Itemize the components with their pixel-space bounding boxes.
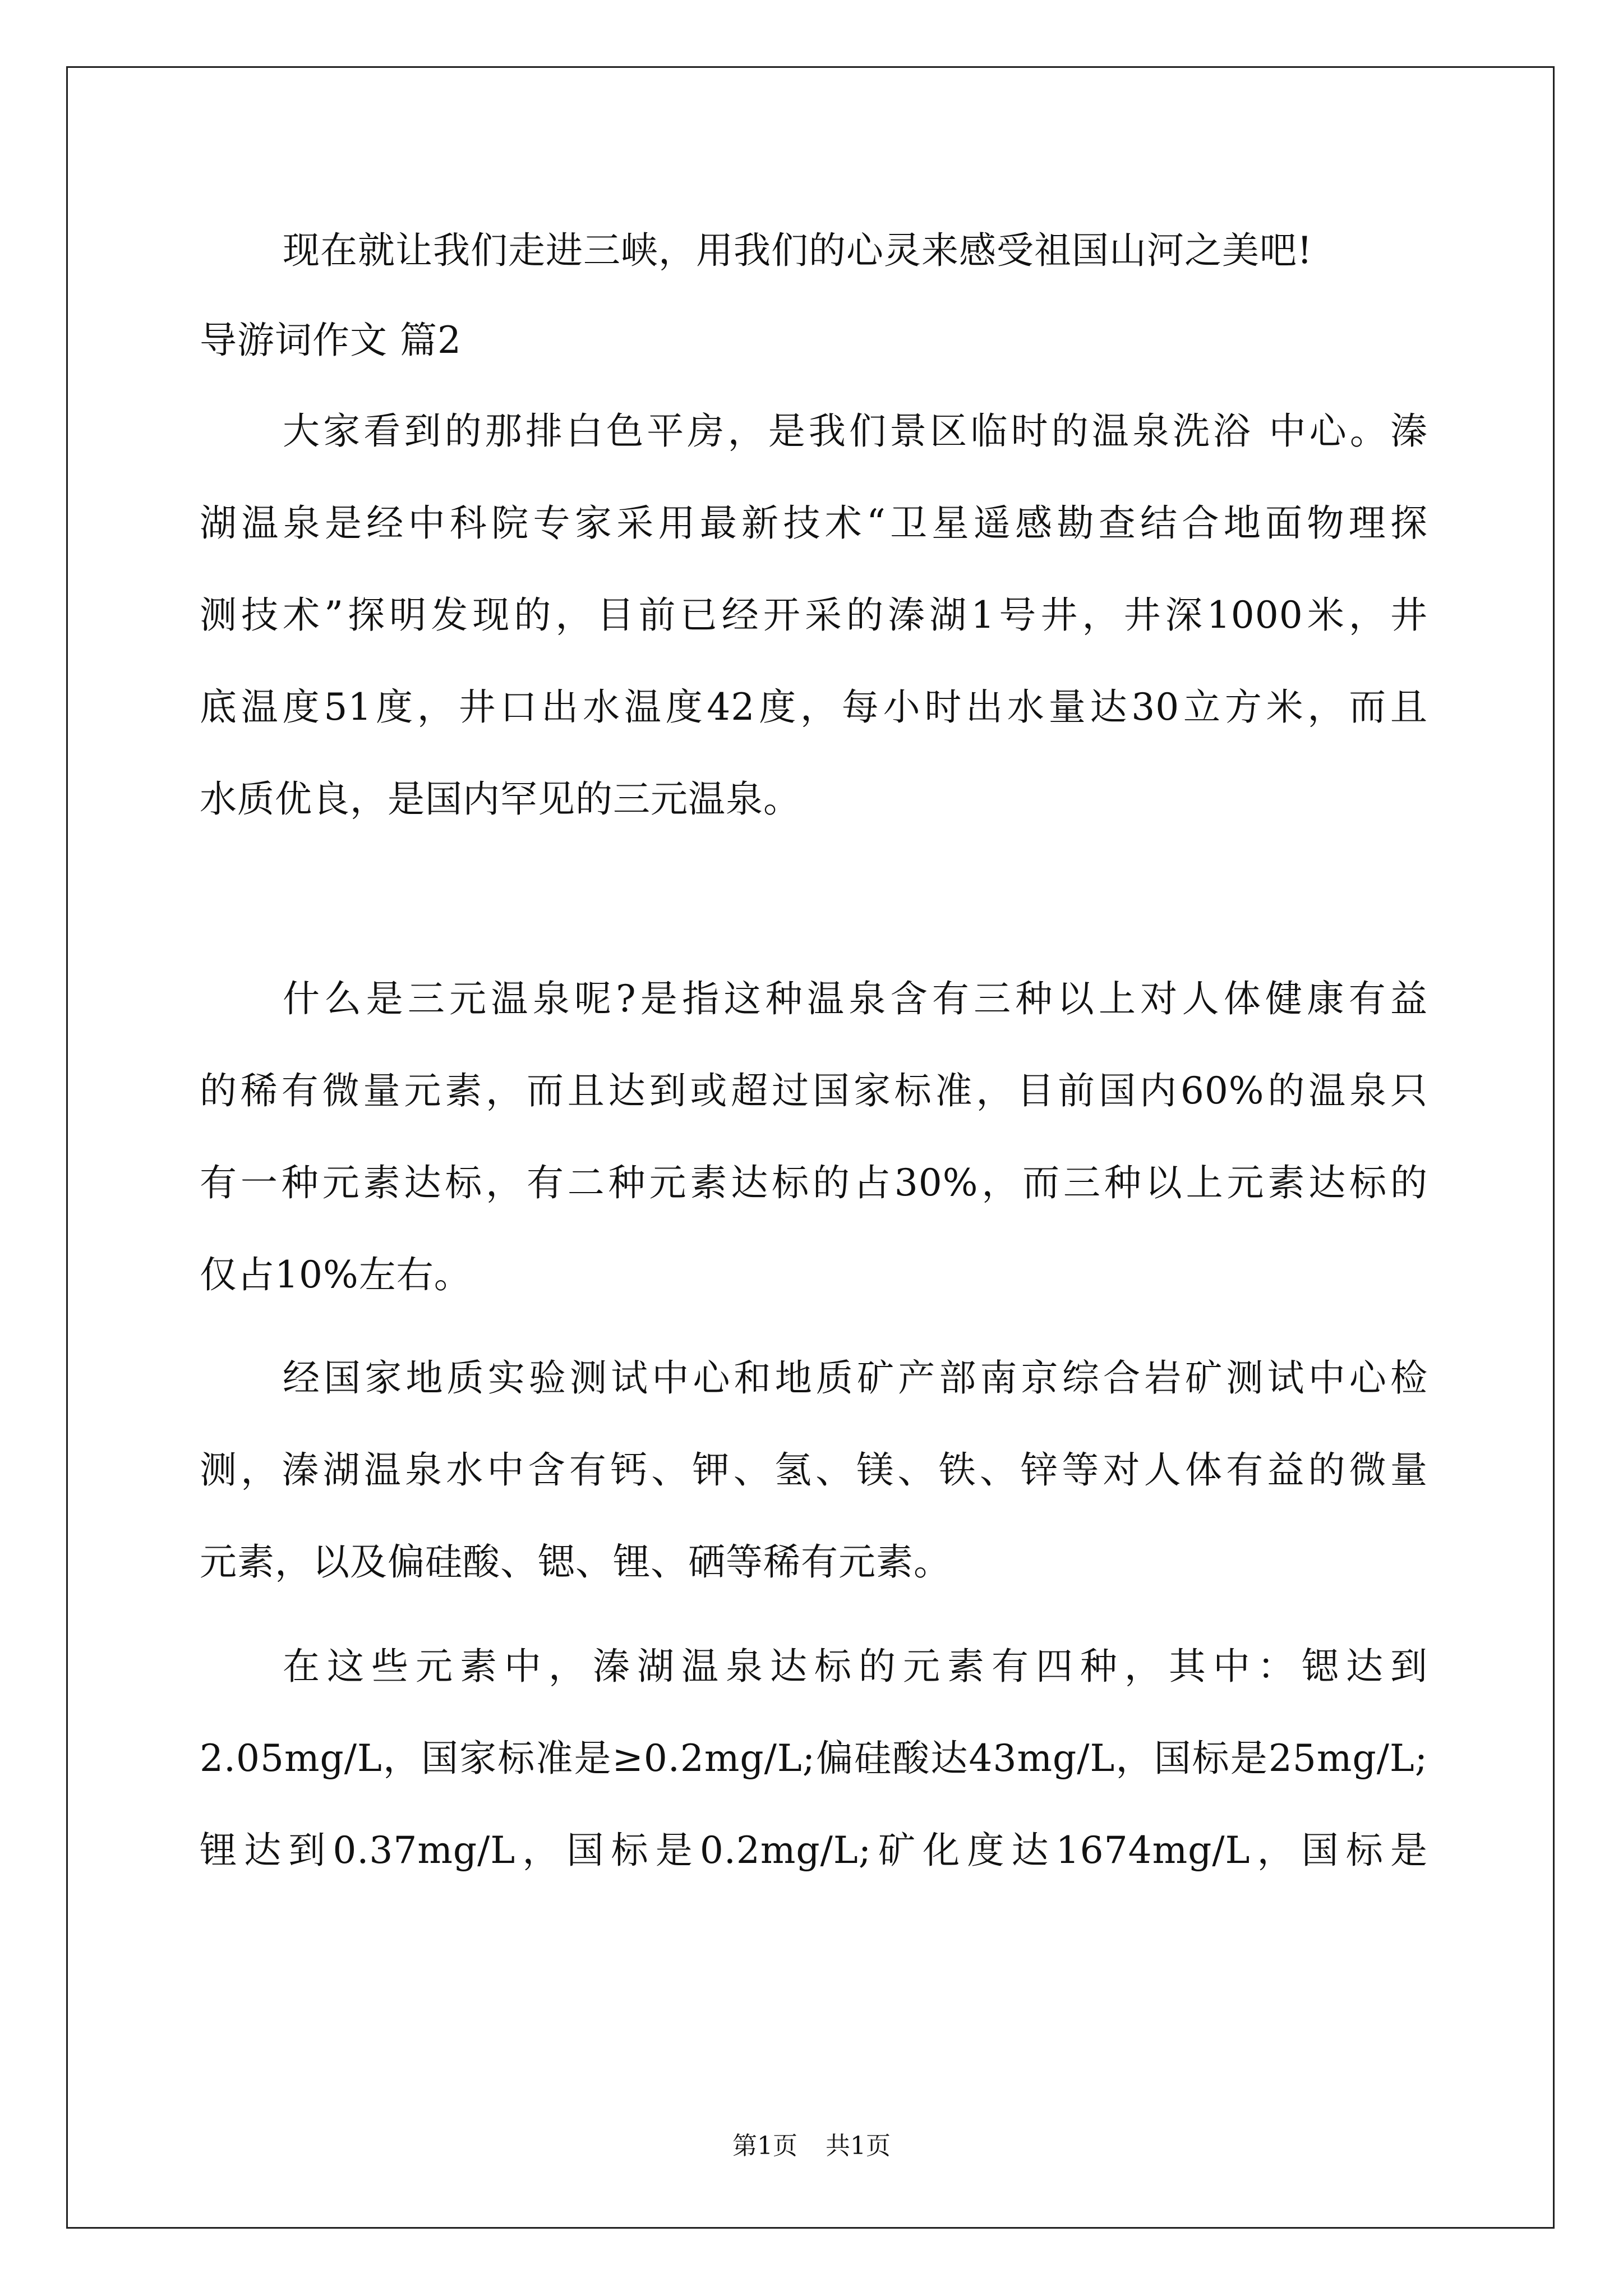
- page-border: [66, 66, 1555, 2229]
- paragraph-line: 经国家地质实验测试中心和地质矿产部南京综合岩矿测试中心检: [283, 1356, 1428, 1400]
- paragraph-line: 的稀有微量元素，而且达到或超过国家标准，目前国内60%的温泉只: [200, 1069, 1428, 1112]
- page-footer: [0, 2129, 1623, 2163]
- paragraph-line: 2.05mg/L，国家标准是≥0.2mg/L;偏硅酸达43mg/L，国标是25mg/L;: [200, 1737, 1428, 1780]
- paragraph-line: 有一种元素达标，有二种元素达标的占30%，而三种以上元素达标的: [200, 1161, 1428, 1204]
- paragraph-line: 大家看到的那排白色平房，是我们景区临时的温泉洗浴 中心。溱: [283, 409, 1428, 453]
- paragraph-line: 元素，以及偏硅酸、锶、锂、硒等稀有元素。: [200, 1540, 951, 1584]
- paragraph-line: 锂达到0.37mg/L，国标是0.2mg/L;矿化度达1674mg/L，国标是: [200, 1829, 1428, 1872]
- page-total: 共1页: [826, 2132, 891, 2160]
- paragraph-line: 水质优良，是国内罕见的三元温泉。: [200, 777, 801, 821]
- paragraph-line: 测技术”探明发现的，目前已经开采的溱湖1号井，井深1000米，井: [200, 593, 1428, 637]
- paragraph-line: 湖温泉是经中科院专家采用最新技术“卫星遥感勘查结合地面物理探: [200, 501, 1428, 545]
- paragraph-line: 底温度51度，井口出水温度42度，每小时出水量达30立方米，而且: [200, 685, 1428, 729]
- paragraph-line: 仅占10%左右。: [200, 1253, 472, 1296]
- page-number: 第1页: [732, 2132, 797, 2160]
- paragraph-line: 现在就让我们走进三峡，用我们的心灵来感受祖国山河之美吧!: [283, 229, 1313, 272]
- paragraph-line: 什么是三元温泉呢?是指这种温泉含有三种以上对人体健康有益: [283, 977, 1428, 1020]
- section-heading: 导游词作文 篇2: [200, 319, 462, 362]
- paragraph-line: 在这些元素中，溱湖温泉达标的元素有四种，其中：锶达到: [283, 1645, 1428, 1688]
- paragraph-line: 测，溱湖温泉水中含有钙、钾、氢、镁、铁、锌等对人体有益的微量: [200, 1448, 1428, 1492]
